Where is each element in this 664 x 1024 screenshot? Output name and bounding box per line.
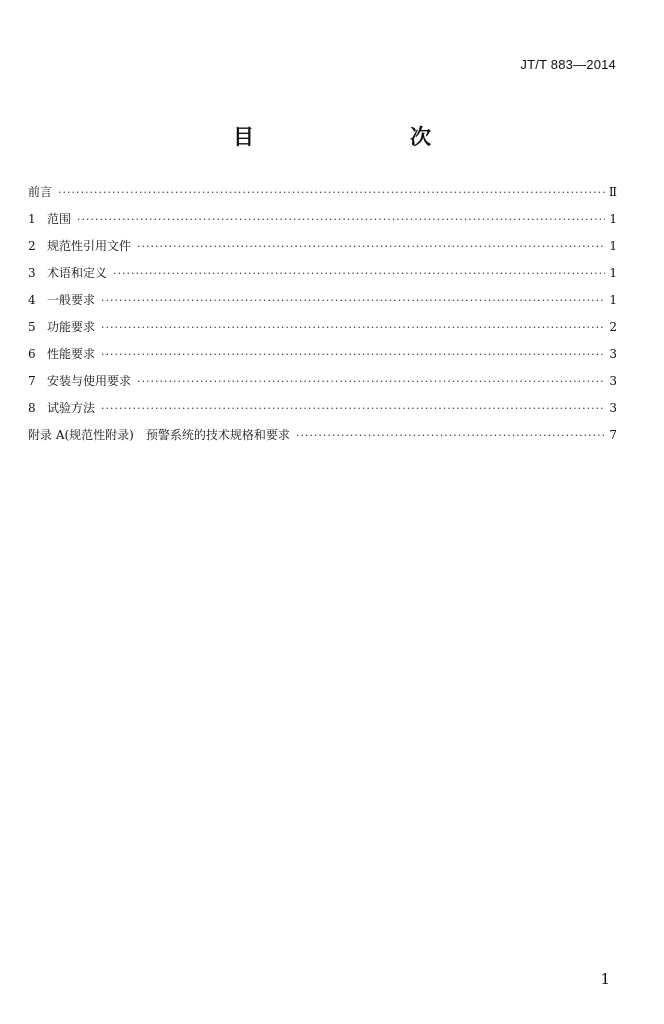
toc-page-number: 1 xyxy=(609,293,617,307)
toc-entry-label: 前言 xyxy=(28,185,53,199)
toc-entry-label: 一般要求 xyxy=(47,293,96,307)
toc-page-number: 7 xyxy=(609,428,617,442)
toc-page-number: 3 xyxy=(609,374,617,388)
toc-entry-label: 性能要求 xyxy=(47,347,96,361)
dot-leader xyxy=(77,210,605,230)
toc-section-number: 2 xyxy=(28,239,36,253)
dot-leader xyxy=(101,399,605,419)
toc-page-number: Ⅱ xyxy=(608,185,617,199)
toc-section-number: 3 xyxy=(28,266,36,280)
toc-page-number: 3 xyxy=(609,401,617,415)
dot-leader xyxy=(137,372,605,392)
toc-page-number: 1 xyxy=(609,266,617,280)
toc-entry-test-methods[interactable] xyxy=(28,398,617,425)
toc-entry-label: 安装与使用要求 xyxy=(47,374,132,388)
dot-leader xyxy=(101,318,605,338)
toc-entry-annex-a[interactable] xyxy=(28,425,617,452)
dot-leader xyxy=(101,291,605,311)
toc-entry-performance-requirements[interactable] xyxy=(28,344,617,371)
toc-entry-label: 术语和定义 xyxy=(47,266,108,280)
dot-leader xyxy=(113,264,605,284)
toc-section-number: 7 xyxy=(28,374,36,388)
toc-entry-installation-use[interactable] xyxy=(28,371,617,398)
toc-entry-terms-definitions[interactable] xyxy=(28,263,617,290)
toc-section-number: 5 xyxy=(28,320,36,334)
toc-section-number: 8 xyxy=(28,401,36,415)
toc-page-number: 3 xyxy=(609,347,617,361)
toc-page-number: 1 xyxy=(609,239,617,253)
toc-entry-foreword[interactable] xyxy=(28,182,617,209)
toc-section-number: 6 xyxy=(28,347,36,361)
toc-section-number: 4 xyxy=(28,293,36,307)
page-number: 1 xyxy=(600,970,610,988)
toc-title: 目 次 xyxy=(233,125,469,149)
toc-section-number: 1 xyxy=(28,212,36,226)
dot-leader xyxy=(58,183,605,203)
toc-entry-label: 附录 A(规范性附录) 预警系统的技术规格和要求 xyxy=(28,428,290,442)
table-of-contents xyxy=(28,182,617,452)
toc-entry-scope[interactable] xyxy=(28,209,617,236)
toc-entry-general-requirements[interactable] xyxy=(28,290,617,317)
dot-leader xyxy=(137,237,605,257)
toc-page-number: 1 xyxy=(609,212,617,226)
toc-entry-functional-requirements[interactable] xyxy=(28,317,617,344)
toc-entry-label: 功能要求 xyxy=(47,320,96,334)
dot-leader xyxy=(296,426,605,446)
toc-entry-normative-references[interactable] xyxy=(28,236,617,263)
toc-entry-label: 范围 xyxy=(47,212,72,226)
dot-leader xyxy=(101,345,605,365)
toc-entry-label: 试验方法 xyxy=(47,401,96,415)
toc-entry-label: 规范性引用文件 xyxy=(47,239,132,253)
standard-code: JT/T 883—2014 xyxy=(520,57,616,72)
toc-page-number: 2 xyxy=(609,320,617,334)
